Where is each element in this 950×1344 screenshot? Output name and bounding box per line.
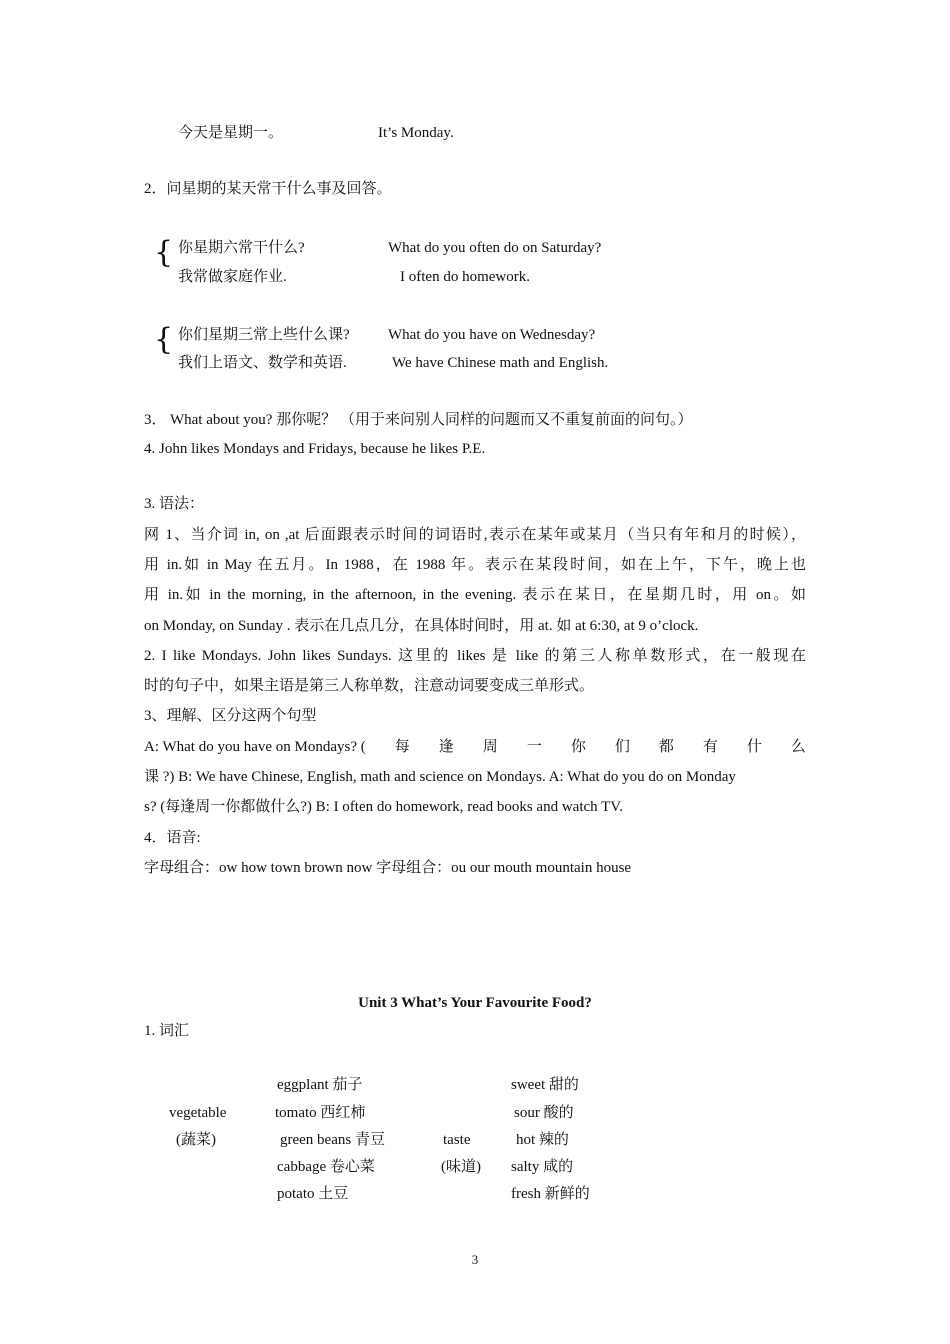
- vegetable-cn: (蔬菜): [176, 1132, 216, 1148]
- vocab-item: cabbage 卷心菜: [277, 1159, 375, 1175]
- understand-heading: 3、理解、区分这两个句型: [144, 708, 317, 724]
- phonics-line: 字母组合：ow how town brown now 字母组合：ou our mouth mountain house: [144, 860, 632, 876]
- grammar-line: on Monday, on Sunday . 表示在几点几分，在具体时间时，用 at. 如 at 6:30, at 9 o’clock.: [144, 618, 699, 634]
- section2-heading: 2．问星期的某天常干什么事及回答。: [144, 181, 392, 197]
- understand-line-1: [144, 738, 806, 756]
- dialog2-question-cn: 你们星期三常上些什么课?: [178, 327, 350, 343]
- dialog2-answer-en: We have Chinese math and English.: [392, 355, 609, 371]
- today-en: It’s Monday.: [378, 125, 454, 141]
- spaced-char: 你: [570, 739, 586, 755]
- grammar-line: 用 in.如 in May 在五月。In 1988，在 1988 年。表示在某段时间，如在上午，下午，晚上也: [144, 557, 806, 573]
- vocab-item: sour 酸的: [514, 1105, 574, 1121]
- item-4: 4. John likes Mondays and Fridays, because he likes P.E.: [144, 441, 486, 457]
- vocab-item: fresh 新鲜的: [511, 1186, 590, 1202]
- dialog1-answer-cn: 我常做家庭作业.: [178, 269, 287, 285]
- understand-line-1-start: A: What do you have on Mondays? (: [144, 739, 366, 755]
- dialog1-question-cn: 你星期六常干什么?: [178, 240, 305, 256]
- spaced-char: 们: [614, 739, 630, 755]
- vocab-item: salty 咸的: [511, 1159, 574, 1175]
- taste-label: taste: [443, 1132, 471, 1148]
- dialog1-answer-en: I often do homework.: [400, 269, 530, 285]
- vocab-item: hot 辣的: [516, 1132, 569, 1148]
- brace-2: {: [154, 322, 174, 357]
- dialog1-question-en: What do you often do on Saturday?: [388, 240, 602, 256]
- page-number: 3: [471, 1252, 479, 1267]
- phonics-heading: 4．语音:: [144, 830, 201, 846]
- grammar-line: 2. I like Mondays. John likes Sundays. 这里的 likes 是 like 的第三人称单数形式，在一般现在: [144, 648, 806, 664]
- vocab-item: eggplant 茄子: [277, 1077, 363, 1093]
- taste-cn: (味道): [441, 1159, 481, 1175]
- brace-1: {: [154, 235, 174, 270]
- grammar-line: 用 in.如 in the morning, in the afternoon, in the evening. 表示在某日，在星期几时，用 on。如: [144, 587, 806, 603]
- vocab-item: tomato 西红柿: [275, 1105, 366, 1121]
- vocab-item: sweet 甜的: [511, 1077, 579, 1093]
- item-3: 3． What about you? 那你呢？ （用于来问别人同样的问题而又不重复前面的问句。）: [144, 412, 693, 428]
- grammar-heading: 3. 语法：: [144, 496, 205, 512]
- grammar-line: 时的句子中，如果主语是第三人称单数，注意动词要变成三单形式。: [144, 678, 595, 694]
- spaced-char: 么: [790, 739, 806, 755]
- dialog2-answer-cn: 我们上语文、数学和英语.: [178, 355, 347, 371]
- vocab-heading: 1. 词汇: [144, 1023, 190, 1039]
- spaced-char: 都: [658, 739, 674, 755]
- dialog2-question-en: What do you have on Wednesday?: [388, 327, 596, 343]
- unit-title: Unit 3 What’s Your Favourite Food?: [358, 995, 592, 1011]
- spaced-char: 周: [482, 739, 498, 755]
- spaced-char: 每: [394, 739, 410, 755]
- spaced-char: 有: [702, 739, 718, 755]
- understand-line-2: 课 ?) B: We have Chinese, English, math and science on Mondays. A: What do you do on Monday: [144, 769, 736, 785]
- spaced-char: 一: [526, 739, 542, 755]
- today-cn: 今天是星期一。: [178, 125, 284, 141]
- spaced-char: 什: [746, 739, 762, 755]
- vegetable-label: vegetable: [169, 1105, 227, 1121]
- vocab-item: potato 土豆: [277, 1186, 349, 1202]
- vocab-item: green beans 青豆: [280, 1132, 385, 1148]
- spaced-char: 逢: [438, 739, 454, 755]
- understand-line-3: s? (每逢周一你都做什么?) B: I often do homework, read books and watch TV.: [144, 799, 623, 815]
- grammar-line: 网 1、当介词 in, on ,at 后面跟表示时间的词语时,表示在某年或某月（当只有年和月的时候），: [144, 527, 806, 543]
